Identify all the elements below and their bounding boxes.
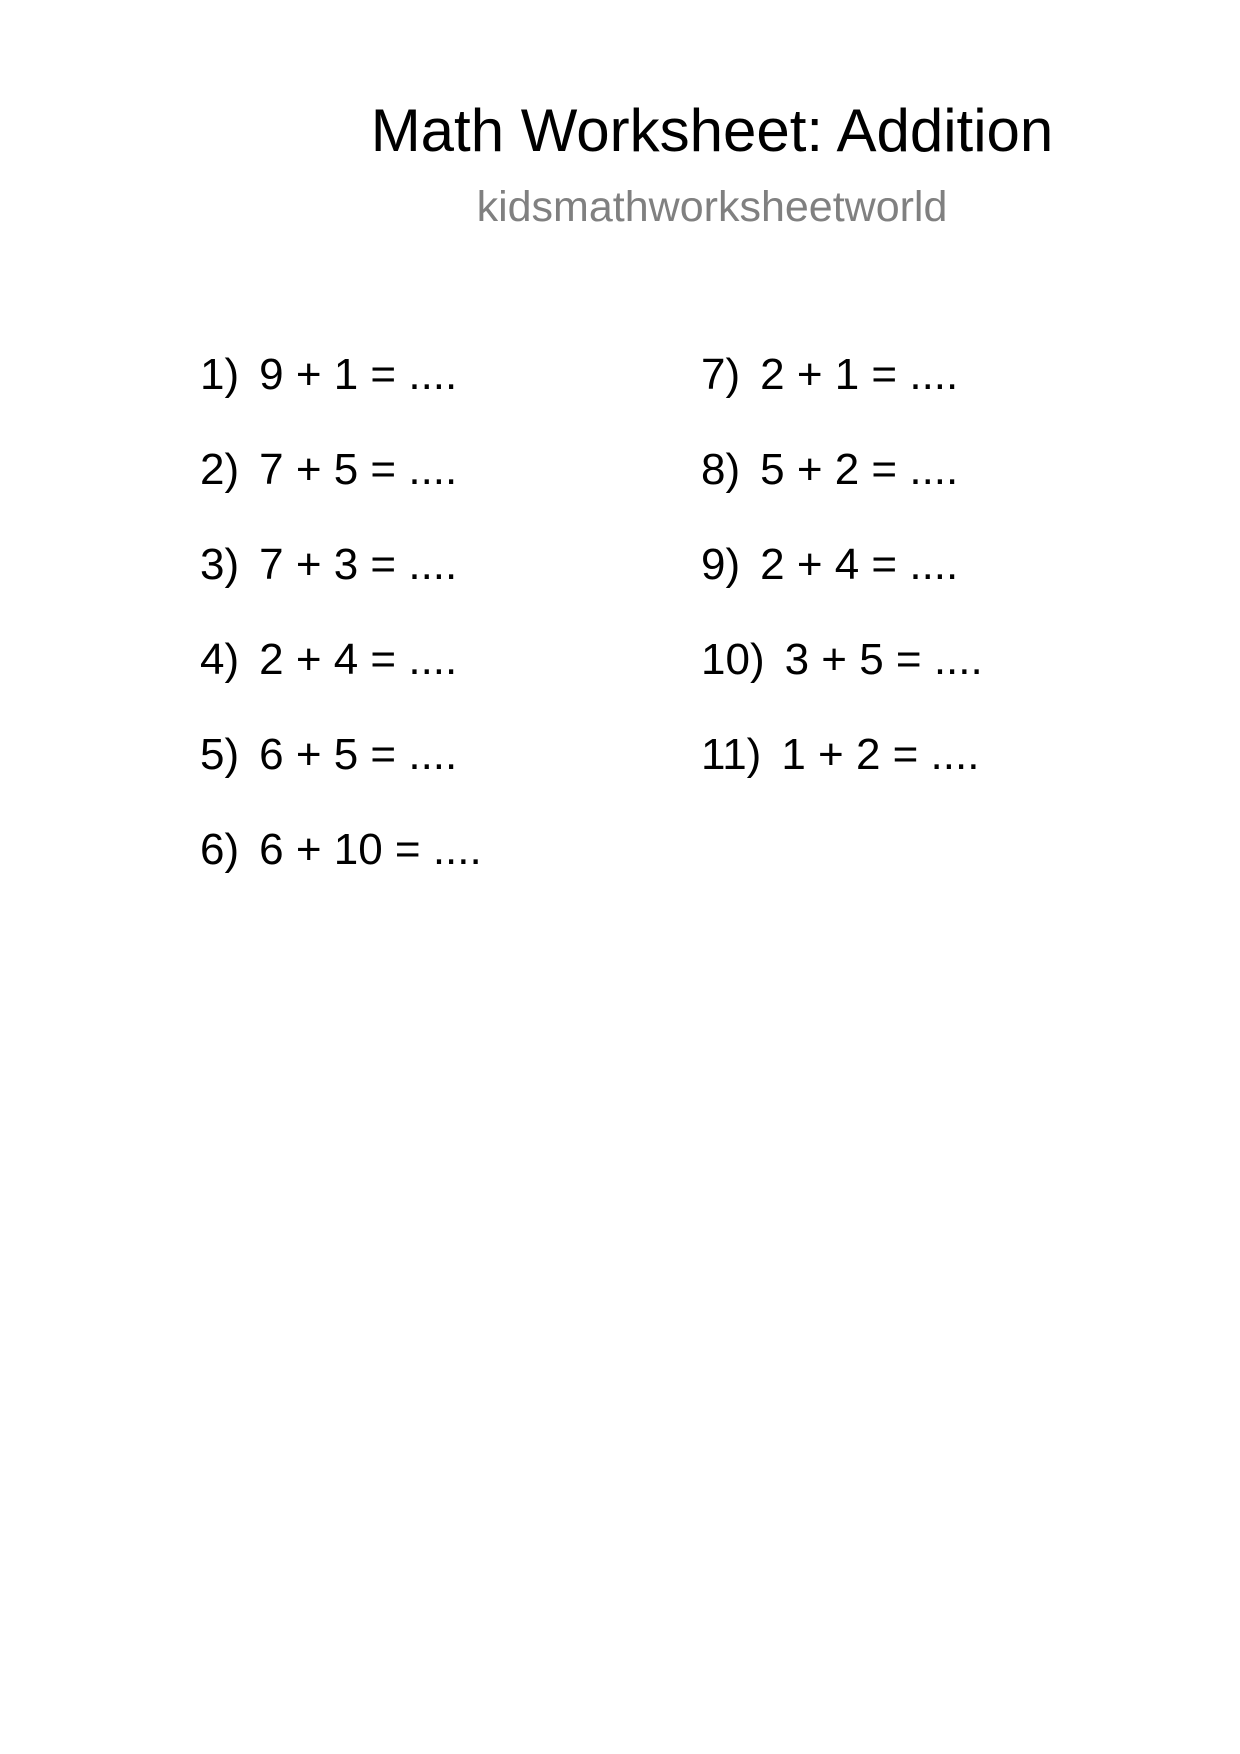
problem-expression: 5 + 2 = .... xyxy=(760,445,959,494)
problem-column-left xyxy=(200,345,482,915)
problem-number: 5) xyxy=(200,730,240,779)
problem-number: 4) xyxy=(200,635,240,684)
problem-number: 2) xyxy=(200,445,240,494)
problem-item xyxy=(701,345,983,440)
problem-number: 8) xyxy=(701,445,741,494)
problem-item xyxy=(701,725,983,820)
problem-expression: 2 + 4 = .... xyxy=(259,635,458,684)
problem-number: 11) xyxy=(701,730,762,779)
problem-item xyxy=(200,440,482,535)
problem-number: 1) xyxy=(200,350,240,399)
problem-item xyxy=(701,630,983,725)
problem-expression: 6 + 10 = .... xyxy=(259,825,482,874)
problem-expression: 7 + 5 = .... xyxy=(259,445,458,494)
problem-item xyxy=(200,820,482,915)
problem-column-right xyxy=(701,345,983,820)
problem-expression: 7 + 3 = .... xyxy=(259,540,458,589)
problem-expression: 2 + 4 = .... xyxy=(760,540,959,589)
problem-number: 9) xyxy=(701,540,741,589)
problem-number: 6) xyxy=(200,825,240,874)
worksheet-title: Math Worksheet: Addition xyxy=(370,97,1054,164)
problem-number: 3) xyxy=(200,540,240,589)
problem-expression: 6 + 5 = .... xyxy=(259,730,458,779)
worksheet-source: kidsmathworksheetworld xyxy=(476,183,948,231)
problem-item xyxy=(200,630,482,725)
problem-expression: 3 + 5 = .... xyxy=(784,635,983,684)
problem-item xyxy=(200,725,482,820)
problem-expression: 1 + 2 = .... xyxy=(781,730,980,779)
problem-item xyxy=(701,535,983,630)
problem-number: 7) xyxy=(701,350,741,399)
problem-item xyxy=(701,440,983,535)
problem-item xyxy=(200,535,482,630)
problem-expression: 9 + 1 = .... xyxy=(259,350,458,399)
problem-item xyxy=(200,345,482,440)
problem-number: 10) xyxy=(701,635,765,684)
problem-expression: 2 + 1 = .... xyxy=(760,350,959,399)
